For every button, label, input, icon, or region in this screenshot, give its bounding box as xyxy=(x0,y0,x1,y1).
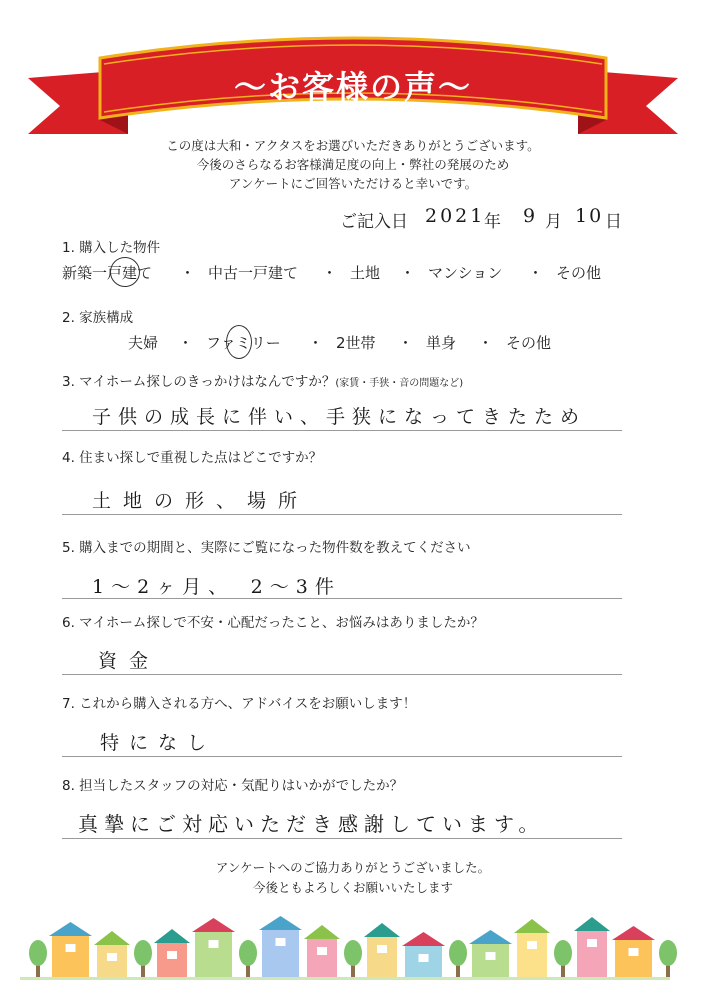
house-icon xyxy=(514,919,550,977)
date-month: 9 xyxy=(523,205,543,227)
q1-label: 1. 購入した物件 xyxy=(62,240,161,256)
house-icon xyxy=(304,925,340,977)
date-month-label: 月 xyxy=(545,212,562,232)
separator: ・ xyxy=(180,264,196,282)
house-icon xyxy=(402,932,445,977)
house-icon xyxy=(94,931,130,977)
houses-illustration xyxy=(0,905,706,985)
house-icon xyxy=(364,923,400,977)
tree-icon xyxy=(449,940,467,977)
q2-option-two-generation: 2世帯 xyxy=(336,334,376,352)
q1-option-used-house: 中古一戸建て xyxy=(208,264,299,282)
footer-thanks: アンケートへのご協力ありがとうございました。 xyxy=(215,860,491,875)
q2-option-couple: 夫婦 xyxy=(128,334,159,352)
q2-option-family: ファミリー xyxy=(206,334,281,352)
footer-regards: 今後ともよろしくお願いいたします xyxy=(252,880,453,895)
house-icon xyxy=(259,916,302,977)
intro-line-1: この度は大和・アクタスをお選びいただきありがとうございます。 xyxy=(166,138,540,153)
tree-icon xyxy=(239,940,257,977)
date-year-label: 年 xyxy=(484,212,501,232)
q2-option-single: 単身 xyxy=(426,334,457,352)
q1-selection-circle xyxy=(110,257,140,287)
q5-answer: 1～2ヶ月、 2～3件 xyxy=(92,576,341,598)
q6-answer: 資金 xyxy=(98,650,161,672)
house-icon xyxy=(49,922,92,977)
q8-label: 8. 担当したスタッフの対応・気配りはいかがでしたか？ xyxy=(62,778,404,794)
house-icon xyxy=(469,930,512,977)
separator: ・ xyxy=(308,334,324,352)
q1-option-other: その他 xyxy=(556,264,602,282)
house-icon xyxy=(154,929,190,977)
q8-answer-line xyxy=(62,838,622,839)
q4-answer-line xyxy=(62,514,622,515)
q3-label xyxy=(62,370,463,390)
separator: ・ xyxy=(528,264,544,282)
house-icon xyxy=(574,917,610,977)
q5-answer-line xyxy=(62,598,622,599)
house-icon xyxy=(612,926,655,977)
tree-icon xyxy=(29,940,47,977)
separator: ・ xyxy=(398,334,414,352)
intro-line-3: アンケートにご回答いただけると幸いです。 xyxy=(228,176,478,191)
date-year: 2021 xyxy=(425,205,486,227)
date-day: 10 xyxy=(575,205,604,227)
tree-icon xyxy=(344,940,362,977)
q7-answer: 特になし xyxy=(100,732,217,754)
q2-label: 2. 家族構成 xyxy=(62,310,134,326)
q2-option-other: その他 xyxy=(506,334,552,352)
separator: ・ xyxy=(400,264,416,282)
q3-answer-line xyxy=(62,430,622,431)
q6-label: 6. マイホーム探しで不安・心配だったこと、お悩みはありましたか？ xyxy=(62,615,484,631)
ground-line xyxy=(20,977,670,980)
separator: ・ xyxy=(178,334,194,352)
tree-icon xyxy=(134,940,152,977)
date-day-label: 日 xyxy=(605,212,622,232)
q1-option-mansion: マンション xyxy=(428,264,503,282)
date-label: ご記入日 xyxy=(340,212,408,232)
q5-label: 5. 購入までの期間と、実際にご覧になった物件数を教えてください xyxy=(62,540,471,556)
separator: ・ xyxy=(322,264,338,282)
q8-answer: 真摯にご対応いただき感謝しています。 xyxy=(78,812,545,836)
q7-answer-line xyxy=(62,756,622,757)
q7-label: 7. これから購入される方へ、アドバイスをお願いします！ xyxy=(62,696,417,712)
intro-line-2: 今後のさらなるお客様満足度の向上・弊社の発展のため xyxy=(196,157,510,172)
house-icon xyxy=(192,918,235,977)
q2-selection-circle xyxy=(226,325,252,359)
q3-answer: 子供の成長に伴い、手狭になってきたため xyxy=(92,406,587,428)
tree-icon xyxy=(659,940,677,977)
q6-answer-line xyxy=(62,674,622,675)
q1-option-land: 土地 xyxy=(350,264,381,282)
q1-option-new-house: 新築一戸建て xyxy=(62,264,153,282)
tree-icon xyxy=(554,940,572,977)
q3-note: (家賃・手狭・音の問題など) xyxy=(335,378,464,389)
q4-answer: 土地の形、場所 xyxy=(92,490,310,512)
q3-label-text: 3. マイホーム探しのきっかけはなんですか？ xyxy=(62,374,336,390)
q4-label: 4. 住まい探しで重視した点はどこですか？ xyxy=(62,450,323,466)
page-title: ～お客様の声～ xyxy=(233,68,472,106)
separator: ・ xyxy=(478,334,494,352)
